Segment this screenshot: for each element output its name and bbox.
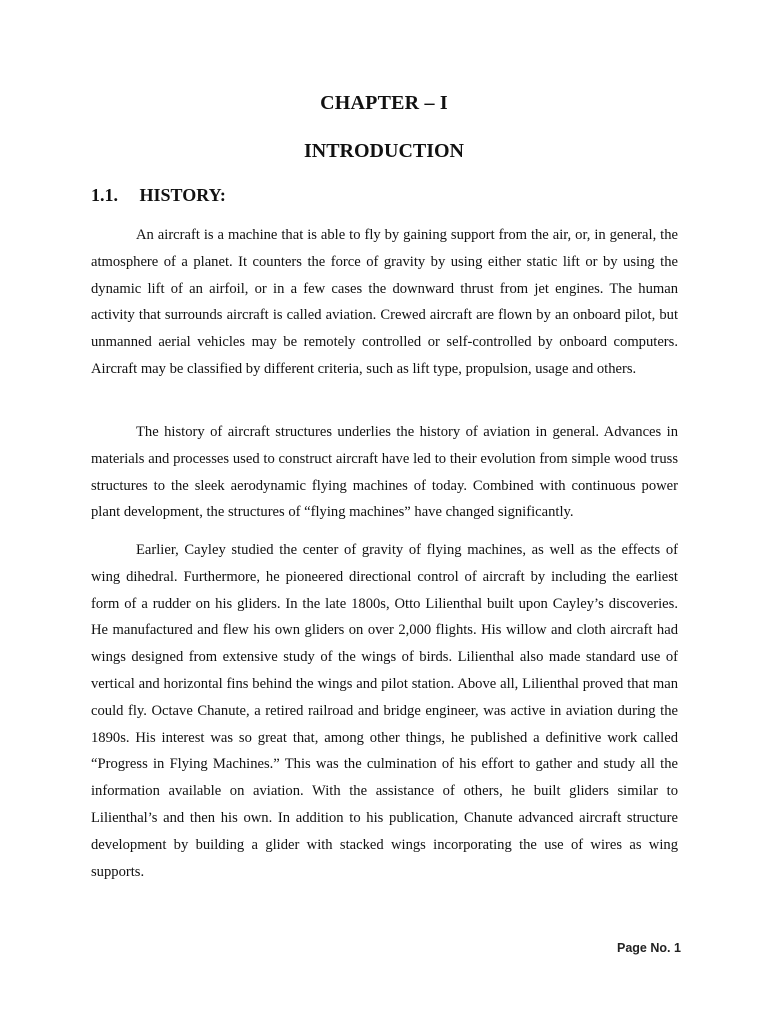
paragraph: An aircraft is a machine that is able to fly by gaining support from the air, or, in general, the atmosphere of a planet. It counters the force of gravity by using either static lift or by using the dynamic lift of an airfoil, or in a few cases the downward thrust from jet engines. The human activity that surrounds aircraft is called aviation. Crewed aircraft are flown by an onboard pilot, but unmanned aerial vehicles may be remotely controlled or self-controlled by onboard computers. Aircraft may be classified by different criteria, such as lift type, propulsion, usage and others. <box>91 227 678 377</box>
paragraph: Earlier, Cayley studied the center of gravity of flying machines, as well as the effects of wing dihedral. Furthermore, he pioneered directional control of aircraft by including the earliest form of a rudder on his gliders. In the late 1800s, Otto Lilienthal built upon Cayley’s discoveries. He manufactured and flew his own gliders on over 2,000 flights. His willow and cloth aircraft had wings designed from extensive study of the wings of birds. Lilienthal also made standard use of vertical and horizontal fins behind the wings and pilot station. Above all, Lilienthal proved that man could fly. Octave Chanute, a retired railroad and bridge engineer, was active in aviation during the 1890s. His interest was so great that, among other things, he published a definitive work called “Progress in Flying Machines.” This was the culmination of his effort to gather and study all the information available on aviation. With the assistance of others, he built gliders similar to Lilienthal’s and then his own. In addition to his publication, Chanute advanced aircraft structure development by building a glider with stacked wings incorporating the use of wires as wing supports. <box>91 542 678 880</box>
paragraph-1-block <box>91 222 678 383</box>
section-heading <box>91 185 226 206</box>
page-number: Page No. 1 <box>617 941 681 955</box>
chapter-label: CHAPTER – I <box>320 92 448 114</box>
chapter-title: INTRODUCTION <box>303 140 465 162</box>
paragraph: The history of aircraft structures underlies the history of aviation in general. Advances in materials and processes used to construct aircraft have led to their evolution from simple wood truss structures to the sleek aerodynamic flying machines of today. Combined with continuous power plant development, the structures of “flying machines” have changed significantly. <box>91 424 678 521</box>
section-number: 1.1. <box>91 185 118 205</box>
section-title: HISTORY: <box>139 185 226 205</box>
paragraph-3-block <box>91 537 678 885</box>
paragraph-2-block <box>91 419 678 526</box>
